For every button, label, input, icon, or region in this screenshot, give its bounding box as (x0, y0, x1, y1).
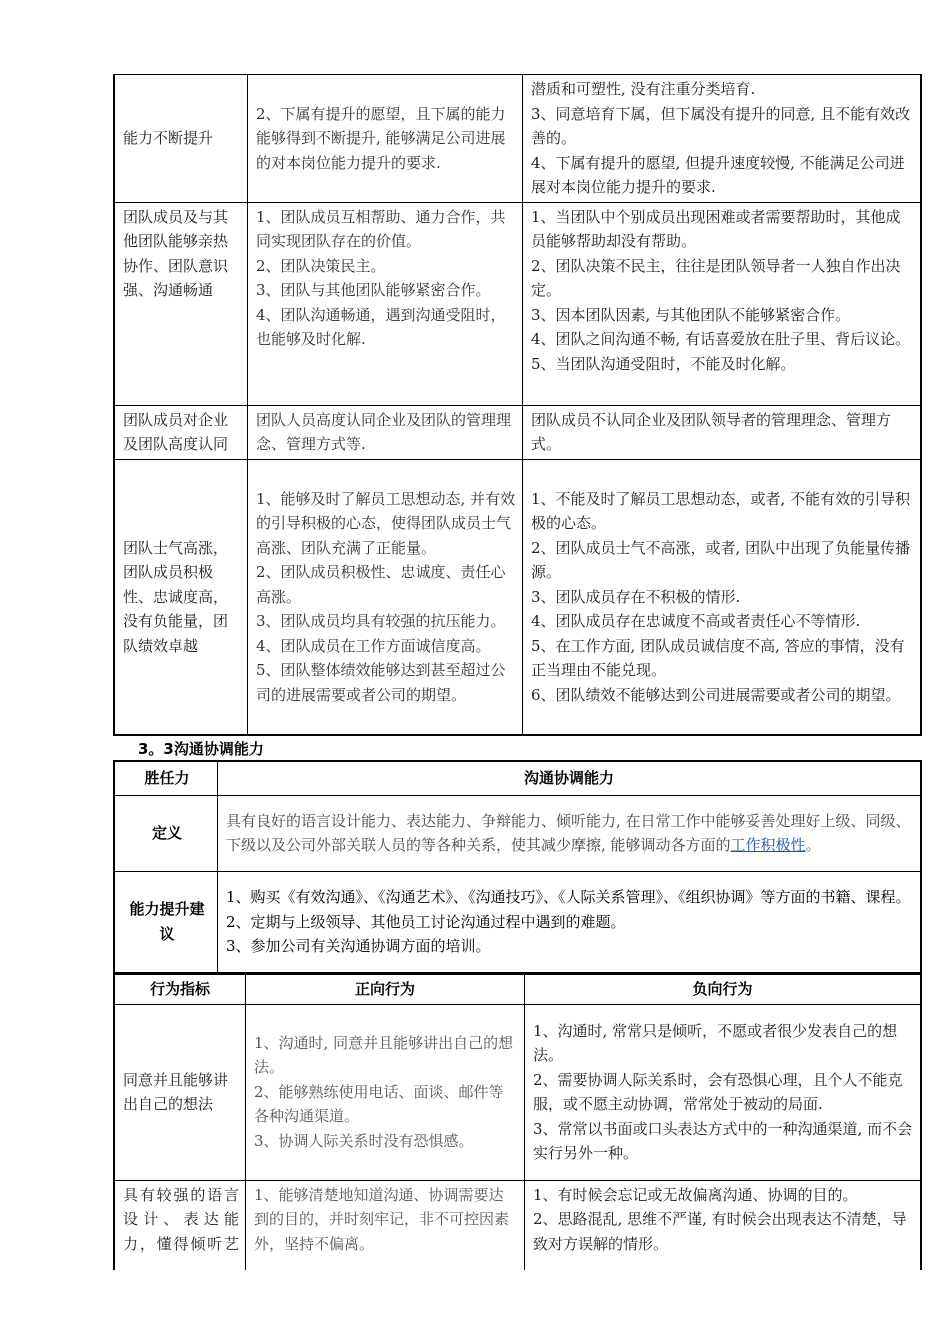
table-row (114, 1004, 921, 1180)
table-row (114, 459, 921, 735)
indicator-cell: 能力不断提升 (114, 75, 248, 203)
section-heading: 3。3沟通协调能力 (138, 740, 264, 758)
indicator-line: 设计、表达能 (123, 1210, 239, 1228)
list-item: 1、能够清楚地知道沟通、协调需要达到的目的，并时刻牢记，非不可控因素外，坚持不偏离。 (254, 1185, 510, 1253)
list-item: 团队人员高度认同企业及团队的管理理念、管理方式等. (256, 410, 512, 453)
indicator-cell: 团队成员对企业及团队高度认同 (114, 405, 248, 459)
list-item: 3、同意培育下属，但下属没有提升的同意, 且不能有效改善的。 (531, 104, 911, 147)
list-item: 4、下属有提升的愿望, 但提升速度较慢, 不能满足公司进展对本岗位能力提升的要求. (531, 153, 905, 196)
table-row (114, 405, 921, 459)
list-item: 2、能够熟练使用电话、面谈、邮件等各种沟通渠道。 (254, 1082, 504, 1126)
list-item: 1、能够及时了解员工思想动态, 并有效的引导积极的心态，使得团队成员士气高涨、团队充满了正能量。 (256, 489, 516, 557)
list-item: 5、团队整体绩效能够达到甚至超过公司的进展需要或者公司的期望。 (256, 661, 506, 704)
positive-cell (246, 1004, 525, 1180)
list-item: 1、购买《有效沟通》、《沟通艺术》、《沟通技巧》、《人际关系管理》、《组织协调》等方面的书籍、课程。 (226, 888, 911, 906)
column-header: 行为指标 (114, 975, 246, 1005)
negative-cell (523, 405, 922, 459)
column-header: 负向行为 (525, 975, 922, 1005)
indicator-cell: 团队士气高涨，团队成员积极性、忠诚度高，没有负能量，团队绩效卓越 (114, 459, 248, 735)
list-item: 2、思路混乱, 思维不严谨, 有时候会出现表达不清楚，导致对方误解的情形。 (533, 1210, 907, 1253)
negative-cell (523, 459, 922, 735)
table-header-row (114, 975, 921, 1005)
column-header: 正向行为 (246, 975, 525, 1005)
team-ability-table (113, 74, 922, 736)
indicator-line: 力，懂得倾听艺 (123, 1234, 239, 1253)
definition-text (218, 795, 922, 871)
list-item: 2、下属有提升的愿望，且下属的能力能够得到不断提升, 能够满足公司进展的对本岗位能力提升的要求. (256, 104, 506, 172)
negative-cell (525, 1004, 922, 1180)
list-item: 3、团队与其他团队能够紧密合作。 (256, 281, 491, 299)
negative-cell (523, 202, 922, 405)
list-item: 3、团队成员存在不积极的情形. (531, 587, 741, 606)
list-item: 3、参加公司有关沟通协调方面的培训。 (226, 937, 491, 955)
list-item: 1、团队成员互相帮助、通力合作，共同实现团队存在的价值。 (256, 207, 506, 250)
list-item: 5、当团队沟通受阻时，不能及时化解。 (531, 354, 796, 373)
definition-body: 具有良好的语言设计能力、表达能力、争辩能力、倾听能力, 在日常工作中能够妥善处理好上级、同级、下级以及公司外部关联人员的等各种关系，使其减少摩擦, 能够调动各方面的 (226, 811, 911, 854)
list-item: 1、不能及时了解员工思想动态，或者, 不能有效的引导积极的心态。 (531, 489, 911, 532)
definition-end: 。 (805, 836, 821, 854)
list-item: 4、团队成员在工作方面诚信度高。 (256, 636, 491, 655)
list-item: 3、协调人际关系时没有恐惧感。 (254, 1131, 474, 1150)
list-item: 潜质和可塑性, 没有注重分类培育. (531, 80, 756, 98)
table-row (114, 202, 921, 405)
table-row (114, 1180, 921, 1270)
table-row (114, 761, 921, 795)
list-item: 2、团队决策不民主，往往是团队领导者一人独自作出决定。 (531, 256, 901, 299)
advice-label: 能力提升建议 (114, 871, 218, 973)
indicator-cell (114, 1180, 246, 1270)
list-item: 1、沟通时, 常常只是倾听，不愿或者很少发表自己的想法。 (533, 1021, 898, 1064)
list-item: 2、团队成员积极性、忠诚度、责任心高涨。 (256, 563, 506, 606)
list-item: 3、团队成员均具有较强的抗压能力。 (256, 612, 506, 630)
negative-cell (523, 75, 922, 203)
list-item: 3、因本团队因素, 与其他团队不能够紧密合作。 (531, 305, 851, 324)
positive-cell (248, 75, 523, 203)
table-row (114, 795, 921, 871)
advice-cell (218, 871, 922, 973)
list-item: 1、有时候会忘记或无故偏离沟通、协调的目的。 (533, 1185, 858, 1204)
competency-label: 胜任力 (114, 761, 218, 795)
competency-table (113, 760, 922, 974)
list-item: 1、当团队中个别成员出现困难或者需要帮助时，其他成员能够帮助却没有帮助。 (531, 207, 901, 250)
list-item: 2、团队成员士气不高涨，或者, 团队中出现了负能量传播源。 (531, 538, 911, 581)
indicator-cell: 团队成员及与其他团队能够亲热协作、团队意识强、沟通畅通 (114, 202, 248, 405)
list-item: 团队成员不认同企业及团队领导者的管理理念、管理方式。 (531, 410, 892, 453)
negative-cell (525, 1180, 922, 1270)
indicator-line: 具有较强的语言 (123, 1185, 239, 1204)
behavior-table (113, 974, 922, 1270)
competency-value: 沟通协调能力 (218, 761, 922, 795)
list-item: 4、团队沟通畅通，遇到沟通受阻时，也能够及时化解. (256, 305, 506, 348)
list-item: 2、团队决策民主。 (256, 256, 386, 275)
list-item: 6、团队绩效不能够达到公司进展需要或者公司的期望。 (531, 685, 901, 704)
list-item: 1、沟通时, 同意并且能够讲出自己的想法。 (254, 1033, 514, 1077)
positive-cell (246, 1180, 525, 1270)
list-item: 2、定期与上级领导、其他员工讨论沟通过程中遇到的难题。 (226, 912, 626, 931)
positive-cell (248, 459, 523, 735)
positive-cell (248, 405, 523, 459)
indicator-cell: 同意并且能够讲出自己的想法 (114, 1004, 246, 1180)
work-enthusiasm-link[interactable]: 工作积极性 (730, 836, 806, 854)
list-item: 3、常常以书面或口头表达方式中的一种沟通渠道, 而不会实行另外一种。 (533, 1119, 913, 1162)
list-item: 4、团队成员存在忠诚度不高或者责任心不等情形. (531, 612, 861, 630)
definition-label: 定义 (114, 795, 218, 871)
table-row (114, 75, 921, 203)
positive-cell (248, 202, 523, 405)
list-item: 4、团队之间沟通不畅, 有话喜爱放在肚子里、背后议论。 (531, 330, 911, 348)
list-item: 5、在工作方面, 团队成员诚信度不高, 答应的事情，没有正当理由不能兑现。 (531, 636, 905, 679)
table-row (114, 871, 921, 973)
list-item: 2、需要协调人际关系时，会有恐惧心理，且个人不能克服，或不愿主动协调，常常处于被动的局面. (533, 1070, 903, 1113)
